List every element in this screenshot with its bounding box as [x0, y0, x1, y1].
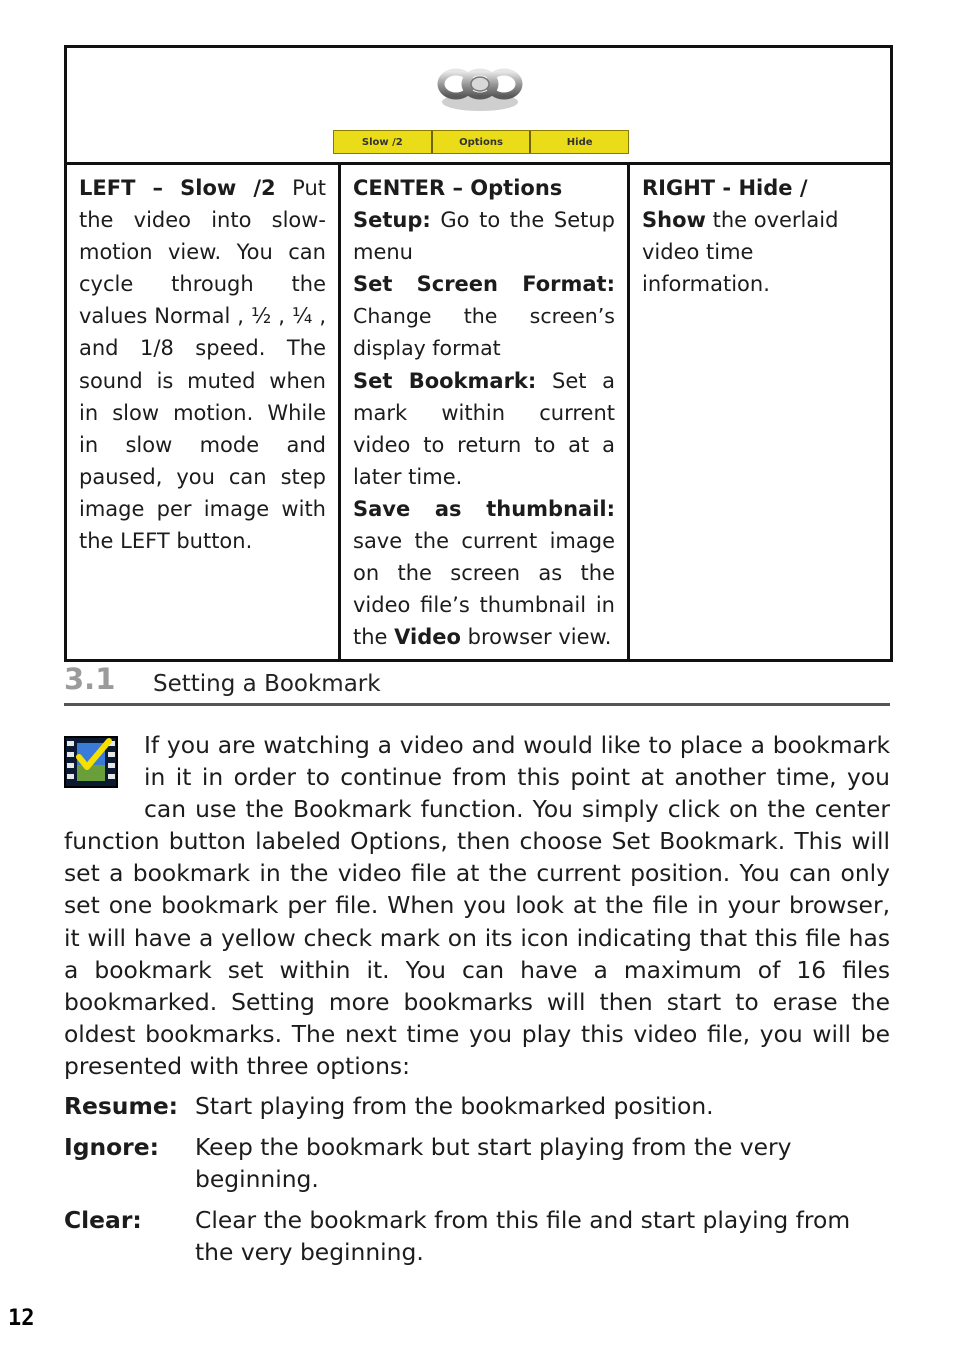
softkey-bar: [333, 130, 629, 154]
section-number: 3.1: [64, 662, 116, 696]
right-button-description: the overlaid video time information.: [642, 208, 839, 297]
section-body: [64, 729, 890, 1082]
option-label: Setup:: [353, 208, 431, 233]
option-term: Ignore:: [64, 1133, 159, 1161]
center-button-cell: [340, 164, 629, 661]
option-text: Set a mark within current video to return to at a later time.: [353, 368, 615, 489]
option-item-set-bookmark: [353, 365, 615, 493]
option-bold-word: Video: [394, 625, 461, 650]
section-title: Setting a Bookmark: [153, 671, 381, 697]
navigation-joystick-icon: [437, 62, 523, 118]
option-description: Keep the bookmark but start playing from the very beginning.: [195, 1133, 792, 1193]
option-label: Set Bookmark:: [353, 368, 537, 393]
softkey-slow: Slow /2: [334, 131, 431, 153]
softkey-options: Options: [431, 131, 530, 153]
option-text: Go to the Setup menu: [353, 208, 615, 265]
right-button-cell: [629, 164, 892, 661]
option-clear: [64, 1204, 890, 1268]
page-number: 12: [8, 1306, 35, 1331]
option-ignore: [64, 1131, 890, 1195]
option-text: save the current image on the screen as the video file’s thumbnail in the: [353, 529, 615, 650]
option-term: Clear:: [64, 1206, 142, 1234]
controls-table: [64, 45, 893, 662]
option-description: Clear the bookmark from this file and start playing from the very beginning.: [195, 1206, 851, 1266]
bookmark-options-list: [64, 1090, 890, 1277]
option-item-save-thumbnail: [353, 493, 615, 653]
option-label: Save as thumbnail:: [353, 496, 615, 521]
left-button-cell: [66, 164, 340, 661]
option-label: Set Screen Format:: [353, 272, 615, 297]
left-button-description: Put the video into slow-motion view. You can cycle through the values Normal , ½ , ¼ , and 1/8 speed. The sound is muted when in slow motion. While in slow mode and paused, you can step image per image with the LEFT button.: [79, 176, 326, 554]
right-button-title: RIGHT - Hide / Show: [642, 176, 808, 233]
option-item-screen-format: [353, 268, 615, 364]
option-resume: [64, 1090, 890, 1122]
option-text-tail: browser view.: [467, 625, 612, 650]
option-text: Change the screen’s display format: [353, 304, 615, 361]
left-button-title: LEFT – Slow /2: [79, 176, 276, 200]
option-term: Resume:: [64, 1092, 179, 1120]
center-button-title: CENTER – Options: [353, 176, 563, 200]
body-paragraph: If you are watching a video and would like to place a bookmark in it in order to continue from this point at another time, you can use the Bookmark function. You simply click on the center function button labeled Options, then choose Set Bookmark. This will set a bookmark in the video file at the current position. You can only set one bookmark per file. When you look at the file in your browser, it will have a yellow check mark on its icon indicating that this file has a bookmark set within it. You can have a maximum of 16 files bookmarked. Setting more bookmarks will then start to erase the oldest bookmarks. The next time you play this video file, you will be presented with three options:: [64, 731, 890, 1080]
controls-illustration: [66, 47, 892, 164]
option-item-setup: [353, 204, 615, 268]
section-divider: [64, 703, 890, 706]
softkey-hide: Hide: [529, 131, 628, 153]
option-description: Start playing from the bookmarked position.: [195, 1092, 714, 1120]
